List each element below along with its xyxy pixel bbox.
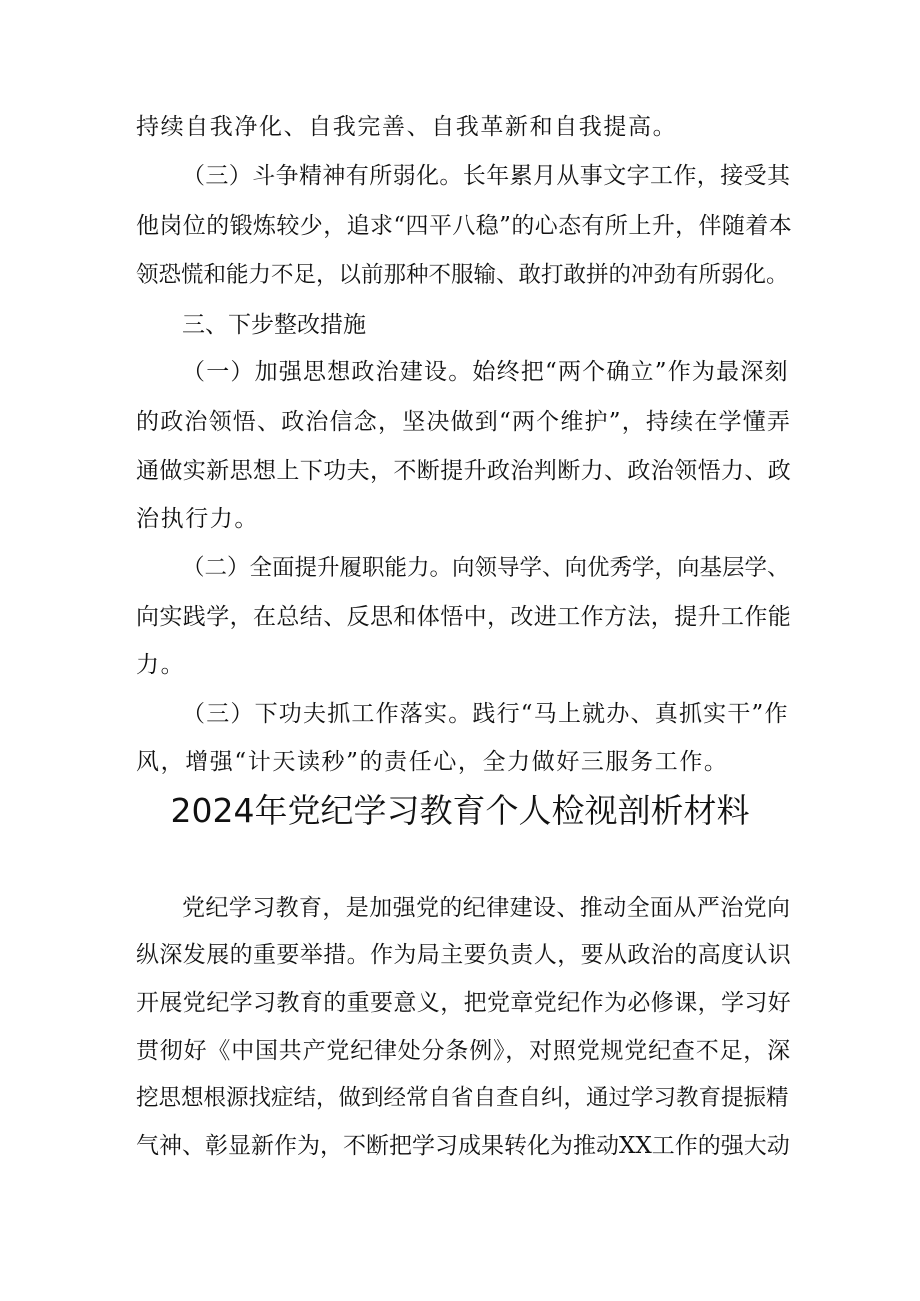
text-line: 挖思想根源找症结，做到经常自省自查自纠，通过学习教育提振精 (136, 1085, 789, 1111)
text-line: （三）下功夫抓工作落实。践行“马上就办、真抓实干”作 (182, 701, 789, 727)
text-line: 纵深发展的重要举措。作为局主要负责人，要从政治的高度认识 (136, 942, 792, 968)
text-line: 开展党纪学习教育的重要意义，把党章党纪作为必修课，学习好 (136, 990, 792, 1016)
section-heading: 三、下步整改措施 (182, 312, 366, 338)
text-line: 向实践学，在总结、反思和体悟中，改进工作方法，提升工作能 (136, 604, 792, 630)
text-line: 力。 (136, 652, 186, 678)
text-line: 气神、彰显新作为，不断把学习成果转化为推动XX工作的强大动 (136, 1133, 790, 1159)
text-line: 领恐慌和能力不足，以前那种不服输、敢打敢拼的冲劲有所弱化。 (136, 262, 789, 288)
text-line: 通做实新思想上下功夫，不断提升政治判断力、政治领悟力、政 (136, 458, 792, 484)
text-line: 风，增强“计天读秒”的责任心，全力做好三服务工作。 (136, 749, 729, 775)
text-line: 党纪学习教育，是加强党的纪律建设、推动全面从严治党向 (182, 895, 791, 921)
text-line: 持续自我净化、自我完善、自我革新和自我提高。 (136, 114, 678, 140)
text-line: 贯彻好《中国共产党纪律处分条例》，对照党规党纪查不足，深 (136, 1038, 791, 1064)
text-line: （三）斗争精神有所弱化。长年累月从事文字工作，接受其 (182, 163, 791, 189)
document-title: 2024年党纪学习教育个人检视剖析材料 (170, 791, 750, 830)
text-line: （一）加强思想政治建设。始终把“两个确立”作为最深刻 (182, 359, 789, 385)
text-line: 他岗位的锻炼较少，追求“四平八稳”的心态有所上升，伴随着本 (136, 213, 793, 239)
text-line: （二）全面提升履职能力。向领导学、向优秀学，向基层学、 (182, 555, 790, 581)
text-line: 的政治领悟、政治信念，坚决做到“两个维护”，持续在学懂弄 (136, 409, 792, 435)
text-line: 治执行力。 (136, 506, 259, 532)
